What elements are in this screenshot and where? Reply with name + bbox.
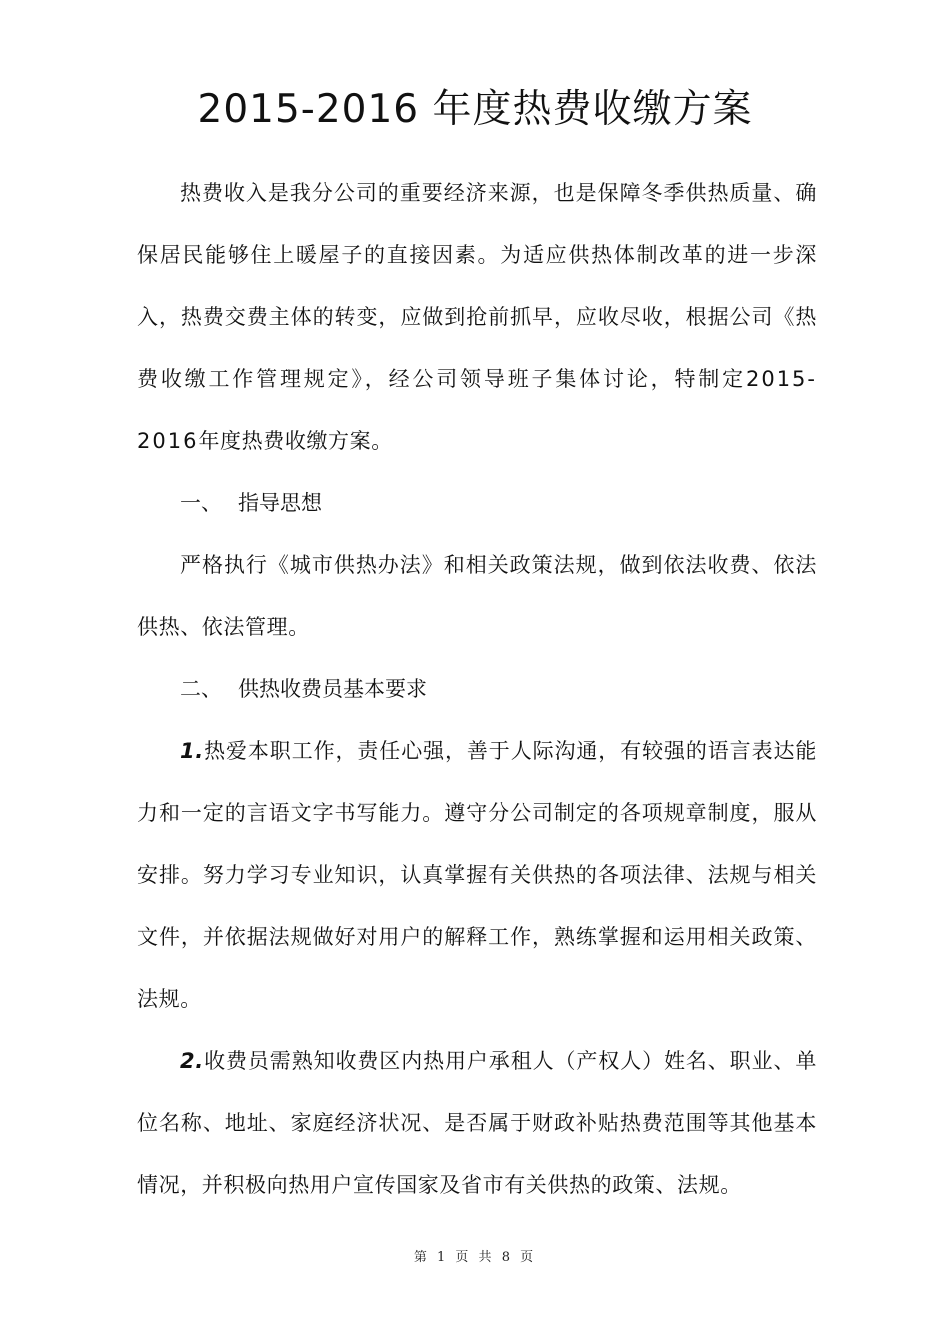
section-1-number: 一、 xyxy=(180,491,222,515)
item-2-text: 收费员需熟知收费区内热用户承租人（产权人）姓名、职业、单位名称、地址、家庭经济状况、是否属于财政补贴热费范围等其他基本情况，并积极向热用户宣传国家及省市有关供热的政策、法规。 xyxy=(137,1049,817,1197)
item-1-number: 1. xyxy=(180,739,204,763)
intro-text: 热费收入是我分公司的重要经济来源，也是保障冬季供热质量、确保居民能够住上暖屋子的直接因素。为适应供热体制改革的进一步深入，热费交费主体的转变，应做到抢前抓早，应收尽收，根据公司《热费收缴工作管理规定》，经公司领导班子集体讨论，特制定 xyxy=(137,181,817,391)
item-1-text: 热爱本职工作，责任心强，善于人际沟通，有较强的语言表达能力和一定的言语文字书写能力。遵守分公司制定的各项规章制度，服从安排。努力学习专业知识，认真掌握有关供热的各项法律、法规与相关文件，并依据法规做好对用户的解释工作，熟练掌握和运用相关政策、法规。 xyxy=(137,739,817,1011)
page-footer: 第 1 页 共 8 页 xyxy=(413,1250,537,1265)
section-2-title: 供热收费员基本要求 xyxy=(238,677,427,701)
section-1-title: 指导思想 xyxy=(238,491,322,515)
intro-year: 2015-2016 xyxy=(137,367,817,453)
intro-paragraph xyxy=(137,162,817,472)
section-2-heading xyxy=(137,658,817,720)
section-2-item-2 xyxy=(137,1030,817,1216)
section-1-paragraph: 严格执行《城市供热办法》和相关政策法规，做到依法收费、依法供热、依法管理。 xyxy=(137,553,817,639)
document-body xyxy=(137,162,817,1216)
document-title: 2015-2016 年度热费收缴方案 xyxy=(197,87,753,132)
section-2-number: 二、 xyxy=(180,677,222,701)
intro-tail: 年度热费收缴方案。 xyxy=(198,429,393,453)
item-2-number: 2. xyxy=(180,1049,204,1073)
section-1-heading xyxy=(137,472,817,534)
section-2-item-1 xyxy=(137,720,817,1030)
